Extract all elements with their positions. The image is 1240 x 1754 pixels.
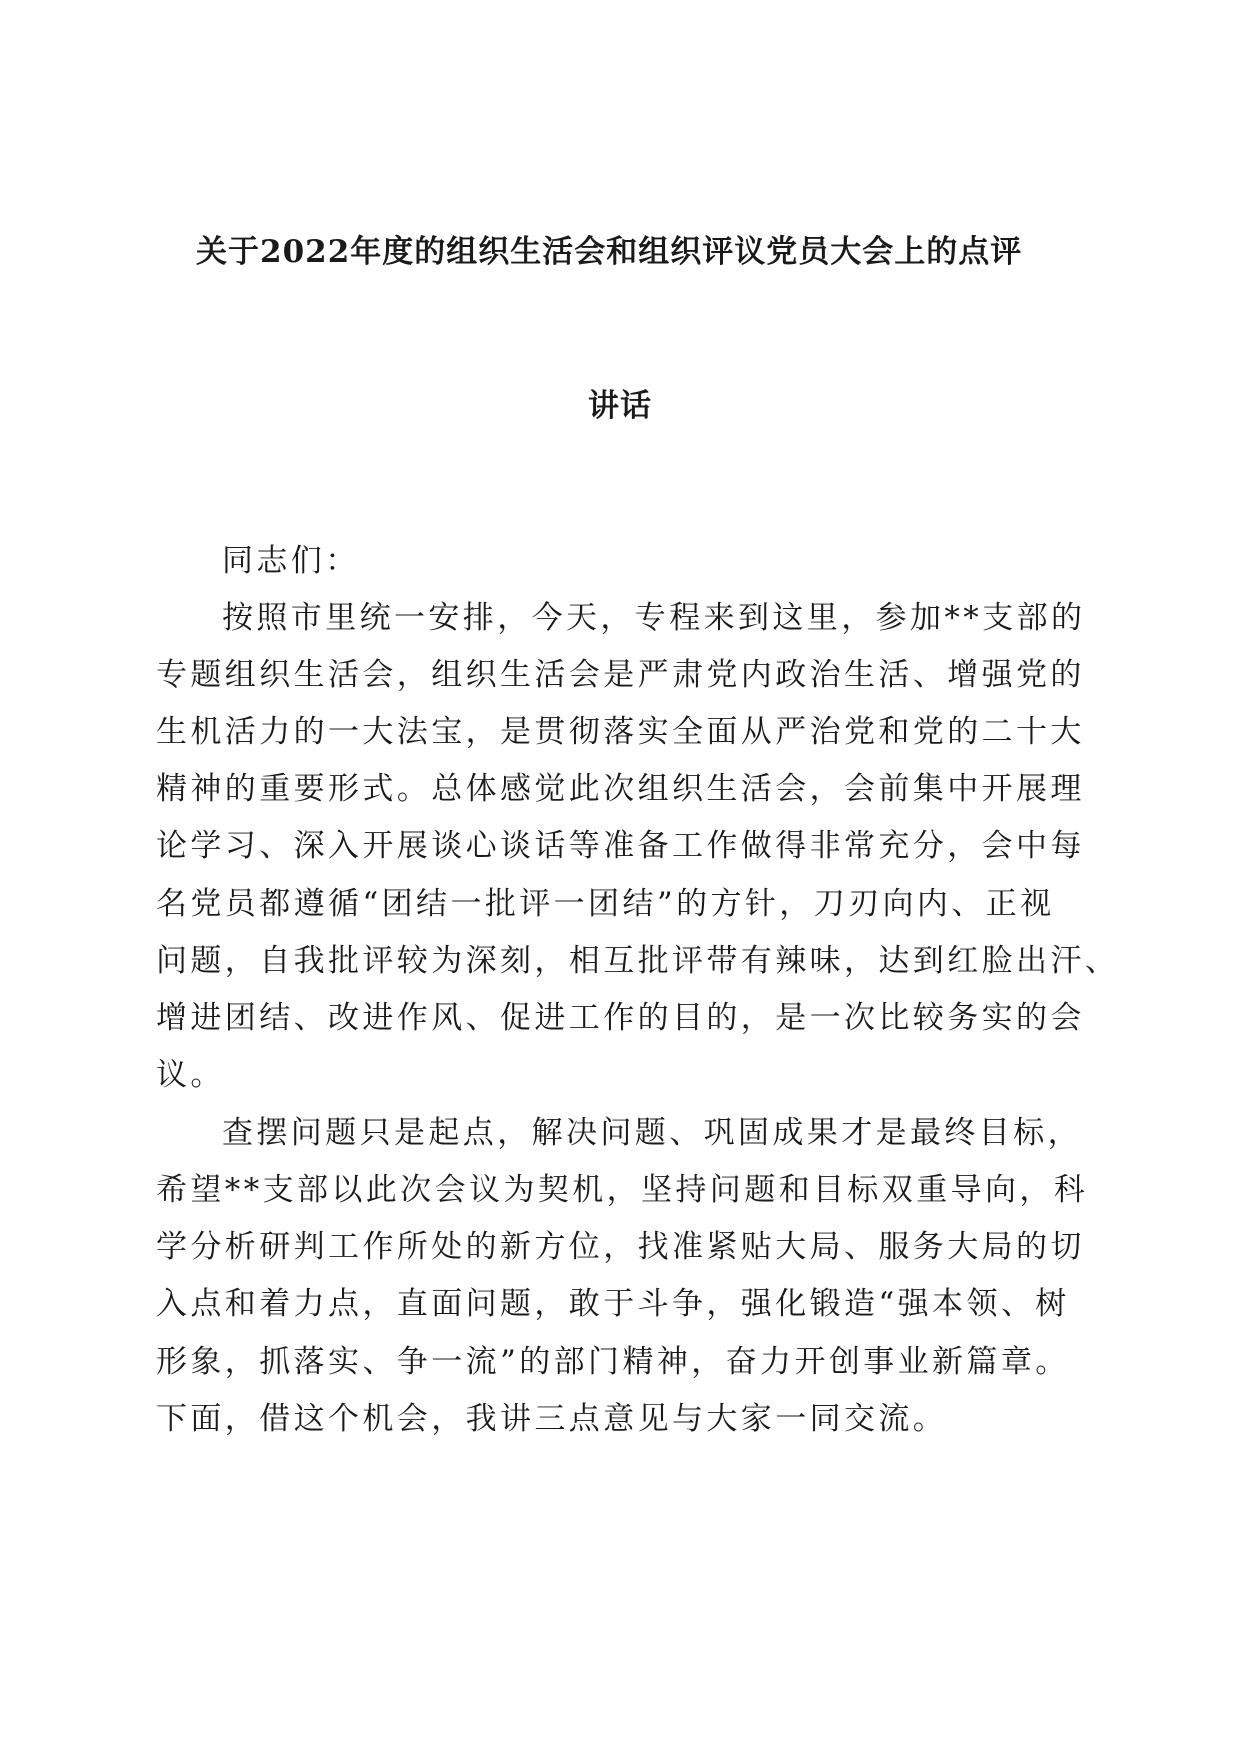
paragraph-line: 增进团结、改进作风、促进工作的目的，是一次比较务实的会 [156,1000,1085,1036]
paragraph-line: 按照市里统一安排，今天，专程来到这里，参加**支部的 [222,600,1086,636]
document-title-line-1: 关于2022年度的组织生活会和组织评议党员大会上的点评 [196,234,1023,270]
paragraph-line: 问题，自我批评较为深刻，相互批评带有辣味，达到红脸出汗、 [156,943,1120,979]
paragraph-line: 生机活力的一大法宝，是贯彻落实全面从严治党和党的二十大 [156,714,1085,750]
paragraph-line: 学分析研判工作所处的新方位，找准紧贴大局、服务大局的切 [156,1229,1085,1265]
paragraph-line: 论学习、深入开展谈心谈话等准备工作做得非常充分，会中每 [156,828,1085,864]
paragraph-line: 专题组织生活会，组织生活会是严肃党内政治生活、增强党的 [156,657,1085,693]
document-title-line-2: 讲话 [588,388,652,424]
salutation: 同志们： [222,543,360,579]
paragraph-line: 名党员都遵循“团结一批评一团结”的方针，刀刃向内、正视 [156,886,1055,922]
paragraph-line: 查摆问题只是起点，解决问题、巩固成果才是最终目标， [222,1115,1082,1151]
paragraph-line: 下面，借这个机会，我讲三点意见与大家一同交流。 [156,1401,948,1437]
paragraph-line: 形象，抓落实、争一流”的部门精神，奋力开创事业新篇章。 [156,1344,1070,1380]
paragraph-line: 入点和着力点，直面问题，敢于斗争，强化锻造“强本领、树 [156,1286,1070,1322]
paragraph-line: 议。 [156,1057,225,1093]
paragraph-line: 精神的重要形式。总体感觉此次组织生活会，会前集中开展理 [156,771,1085,807]
paragraph-line: 希望**支部以此次会议为契机，坚持问题和目标双重导向，科 [156,1172,1089,1208]
